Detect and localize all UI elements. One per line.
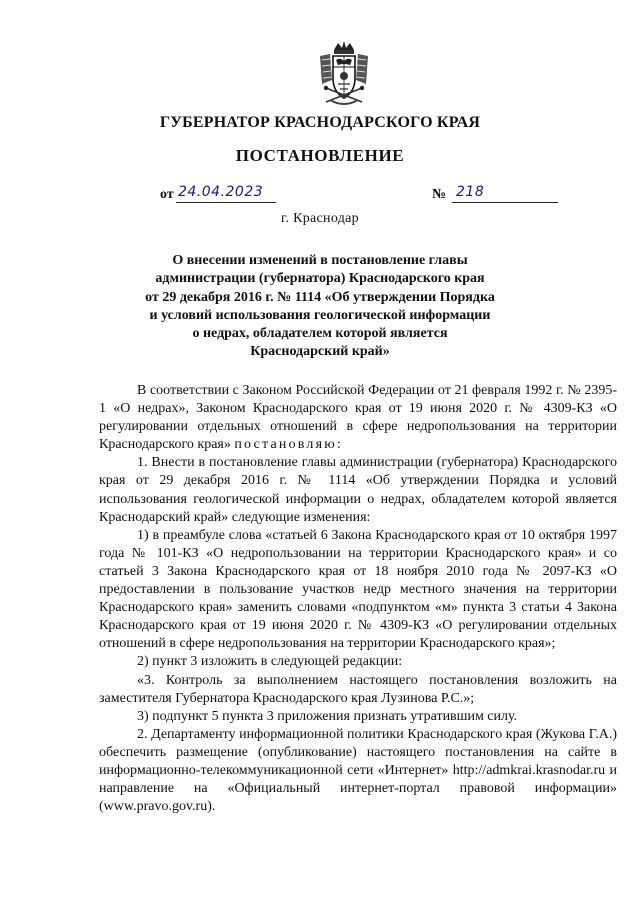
title-line: и условий использования геологической информации xyxy=(149,307,491,323)
title-line: администрации (губернатора) Краснодарского края xyxy=(155,271,485,287)
title-line: О внесении изменений в постановление главы xyxy=(172,253,468,268)
title-line: Краснодарский край» xyxy=(250,344,390,360)
paragraph-subitem-2: 2) пункт 3 изложить в следующей редакции: xyxy=(137,654,403,670)
city-name: г. Краснодар xyxy=(281,211,359,226)
preamble-colon: : xyxy=(336,437,341,453)
date-value: 24.04.2023 xyxy=(176,184,276,203)
paragraph-preamble xyxy=(99,382,617,454)
paragraph-subitem-3: 3) подпункт 5 пункта 3 приложения признать утратившим силу. xyxy=(137,708,518,724)
paragraph-new-clause-3: «3. Контроль за выполнением настоящего постановления возложить на заместителя Губернатора Краснодарского края Лузинова Р.С.»; xyxy=(99,672,617,706)
number-value: 218 xyxy=(452,184,558,203)
document-body xyxy=(99,382,617,816)
document-type: ПОСТАНОВЛЕНИЕ xyxy=(235,146,405,165)
preamble-text: В соответствии с Законом Российской Федерации от 21 февраля 1992 г. № 2395-1 «О недрах», Законом Краснодарского края от 19 июня 2020 г. № 4309-КЗ «О регулировании отдельных отношений в сфере недропользования на территории Краснодарского края» xyxy=(99,383,617,453)
governor-title: ГУБЕРНАТОР КРАСНОДАРСКОГО КРАЯ xyxy=(159,114,481,131)
resolve-word: постановляю xyxy=(234,437,337,453)
document-title xyxy=(0,252,640,362)
title-line: от 29 декабря 2016 г. № 1114 «Об утверждении Порядка xyxy=(145,289,495,305)
paragraph-item-2: 2. Департаменту информационной политики Краснодарского края (Жукова Г.А.) обеспечить размещение (опубликование) настоящего постановления на сайте в информационно-телекоммуникационной сети «Интернет» http://admkrai.krasnodar.ru и направление на «Официальный интернет-портал правовой информации» (www.pravo.gov.ru). xyxy=(99,726,617,815)
paragraph-subitem-1: 1) в преамбуле слова «статьей 6 Закона Краснодарского края от 10 октября 1997 года № 101-КЗ «О недропользовании на территории Краснодарского края» и со статьей 3 Закона Краснодарского края от 18 ноября 2010 года № 2097-КЗ «О предоставлении в пользование участков недр местного значения на территории Краснодарского края» заменить словами «подпунктом «м» пункта 3 статьи 4 Закона Краснодарского края от 19 июня 2020 г. № 4309-КЗ «О регулировании отдельных отношений в сфере недропользования на территории Краснодарского края»; xyxy=(99,527,617,652)
number-label: № xyxy=(432,187,447,202)
date-label: от xyxy=(160,187,174,202)
paragraph-item-1: 1. Внести в постановление главы администрации (губернатора) Краснодарского края от 29 декабря 2016 г. № 1114 «Об утверждении Порядка и условий использования геологической информации о недрах, обладателем которой является Краснодарский край» следующие изменения: xyxy=(99,455,617,525)
coat-of-arms-icon xyxy=(316,40,372,108)
title-line: о недрах, обладателем которой является xyxy=(192,326,448,342)
